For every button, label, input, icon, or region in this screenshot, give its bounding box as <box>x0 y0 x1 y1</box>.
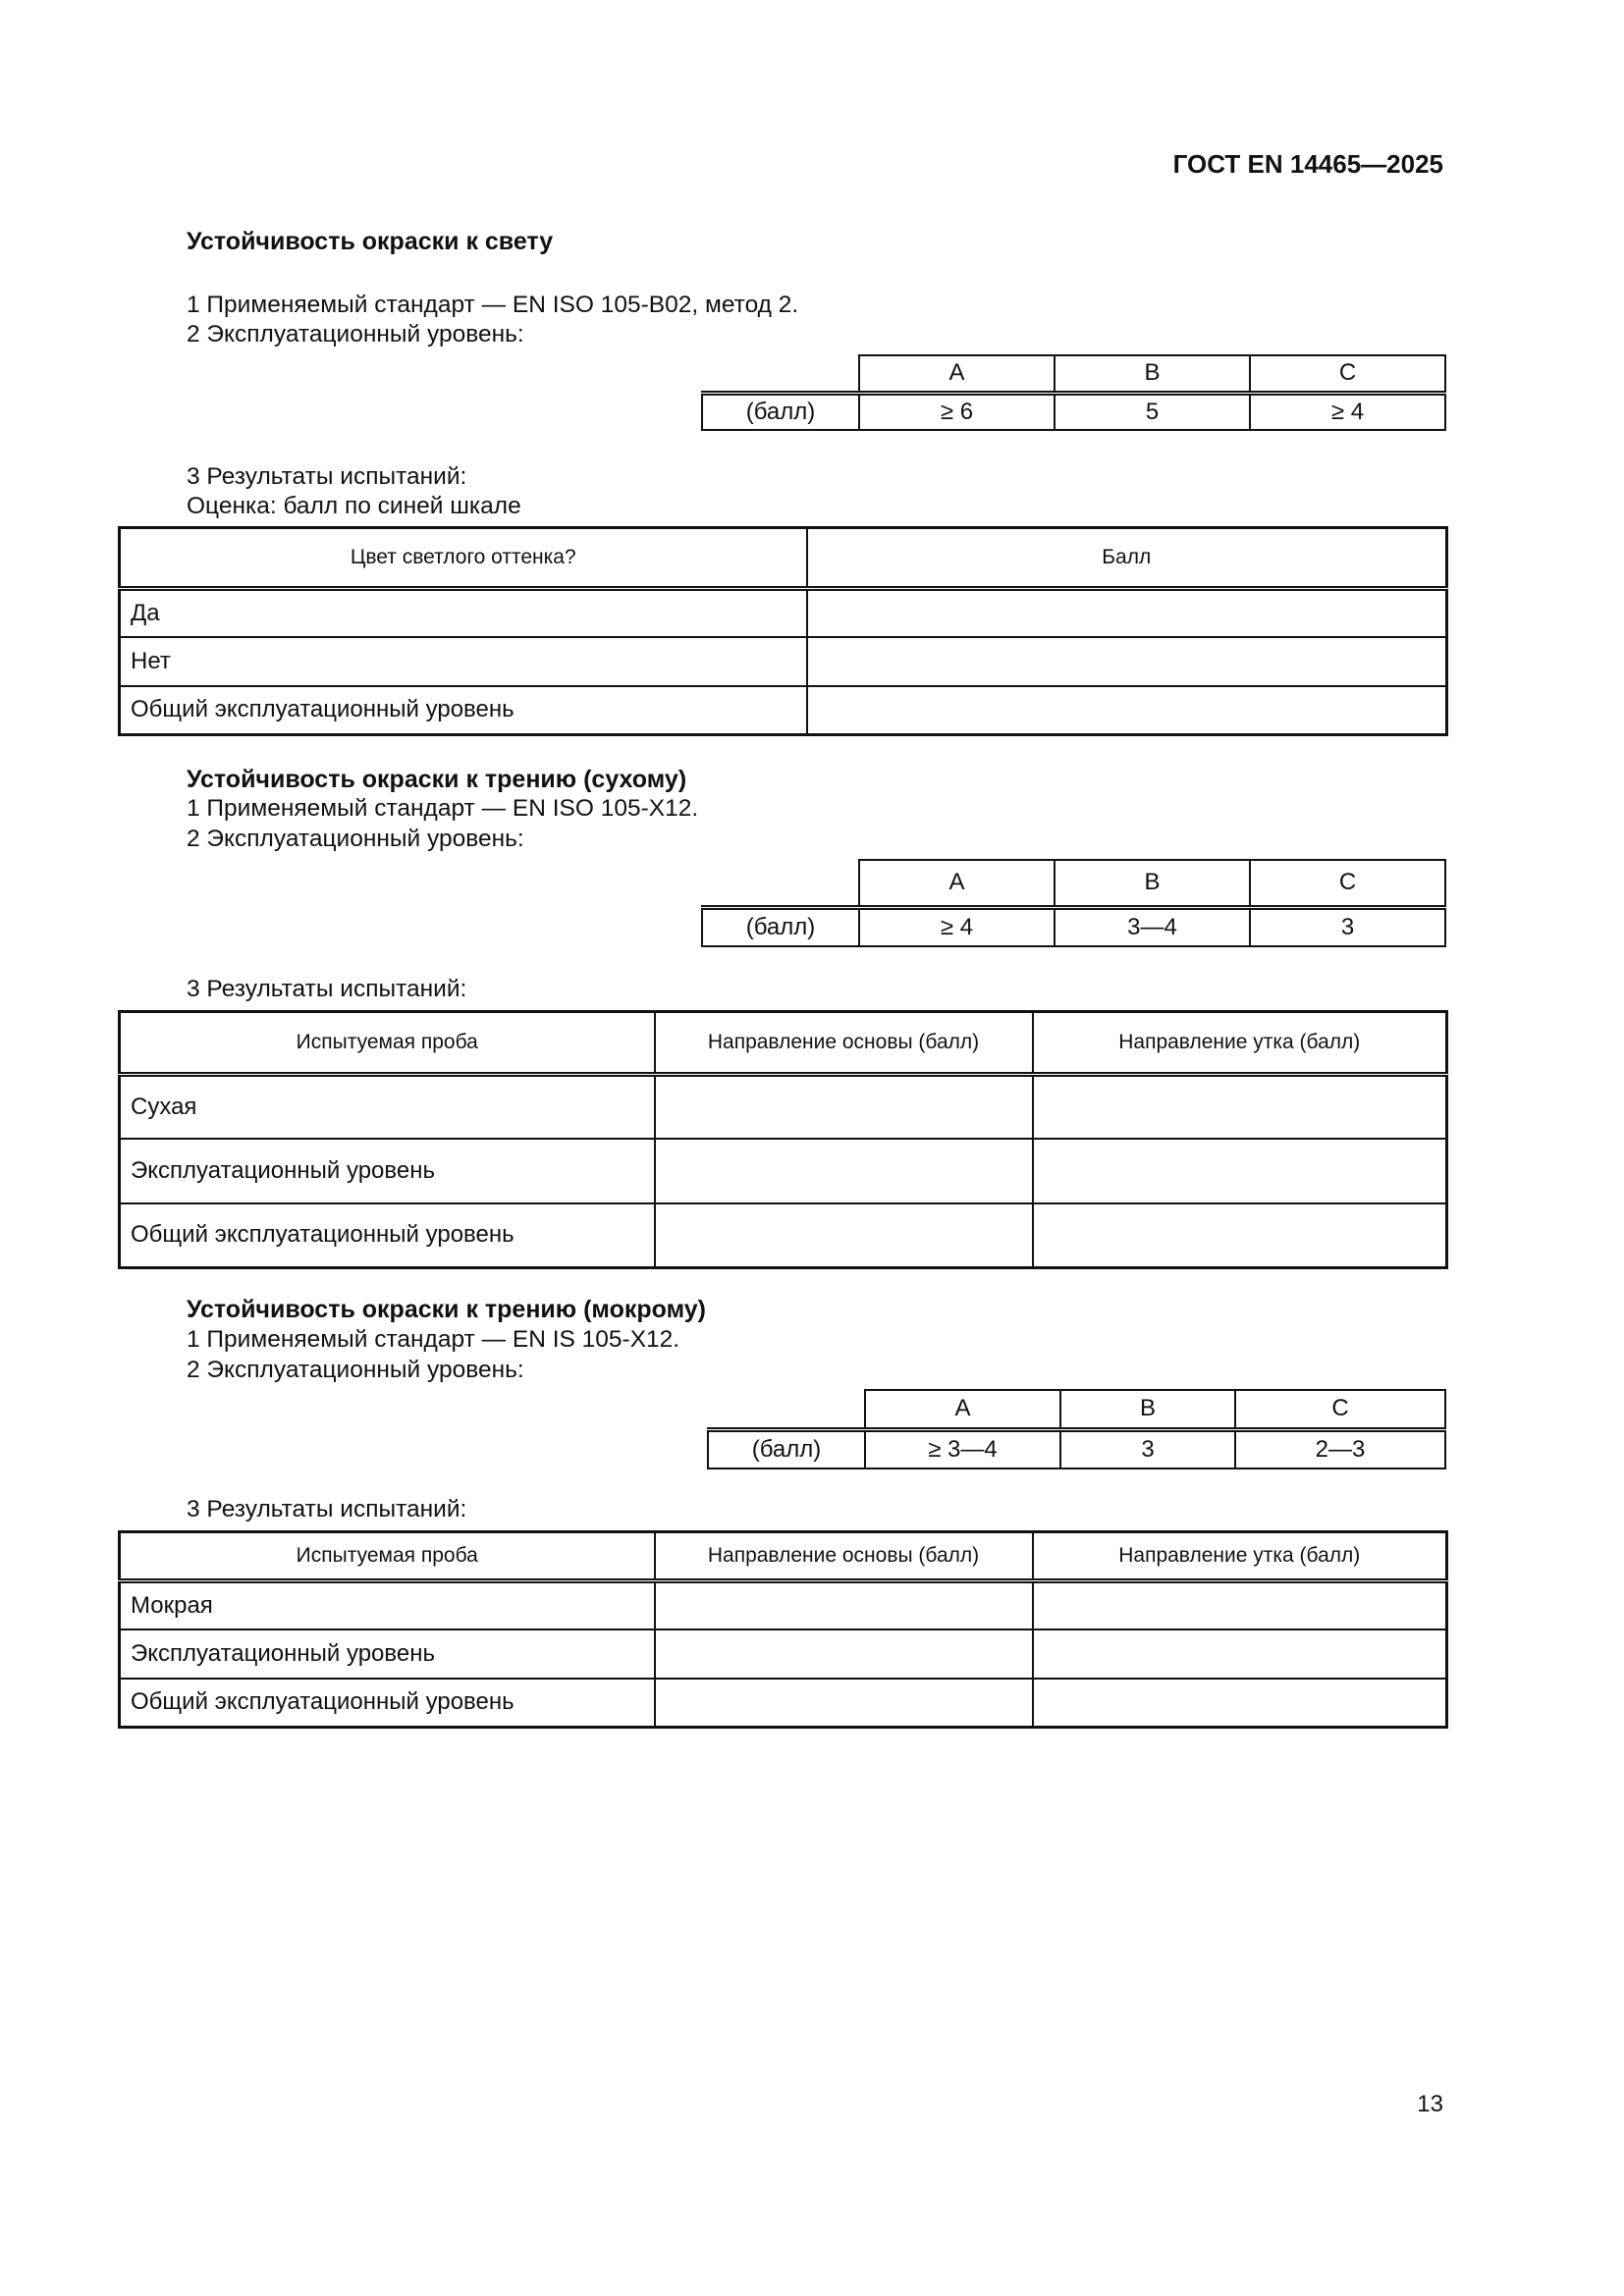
results-header: Направление утка (балл) <box>1033 1012 1447 1075</box>
level-value-c: 2—3 <box>1235 1429 1445 1468</box>
rub-wet-level-label: 2 Эксплуатационный уровень: <box>187 1357 524 1383</box>
level-value-b: 5 <box>1055 393 1250 430</box>
level-value-b: 3—4 <box>1055 907 1250 946</box>
section-title-rub-wet: Устойчивость окраски к трению (мокрому) <box>187 1296 706 1323</box>
section-title-light: Устойчивость окраски к свету <box>187 228 554 255</box>
results-header: Цвет светлого оттенка? <box>120 528 807 589</box>
results-cell-empty[interactable] <box>655 1629 1033 1679</box>
results-cell-empty[interactable] <box>807 637 1447 686</box>
rub-dry-results-table <box>118 1010 1448 1269</box>
results-cell-empty[interactable] <box>655 1075 1033 1139</box>
results-header: Направление основы (балл) <box>655 1532 1033 1581</box>
results-cell-empty[interactable] <box>655 1581 1033 1629</box>
levels-corner <box>702 860 859 907</box>
rub-dry-level-label: 2 Эксплуатационный уровень: <box>187 826 524 852</box>
level-value-c: ≥ 4 <box>1250 393 1445 430</box>
level-value-c: 3 <box>1250 907 1445 946</box>
results-cell-empty[interactable] <box>807 686 1447 735</box>
results-cell-empty[interactable] <box>655 1203 1033 1268</box>
level-header-c: C <box>1250 860 1445 907</box>
rub-wet-standard-line: 1 Применяемый стандарт — EN IS 105-X12. <box>187 1326 680 1353</box>
light-assessment-note: Оценка: балл по синей шкале <box>187 493 521 519</box>
rub-wet-results-label: 3 Результаты испытаний: <box>187 1496 467 1522</box>
results-cell-empty[interactable] <box>1033 1203 1447 1268</box>
section-title-rub-dry: Устойчивость окраски к трению (сухому) <box>187 766 687 793</box>
results-cell-empty[interactable] <box>655 1679 1033 1728</box>
light-standard-line: 1 Применяемый стандарт — EN ISO 105-B02, метод 2. <box>187 292 799 318</box>
rub-dry-standard-line: 1 Применяемый стандарт — EN ISO 105-X12. <box>187 795 699 822</box>
level-header-c: C <box>1250 355 1445 393</box>
light-results-label: 3 Результаты испытаний: <box>187 463 467 490</box>
results-row-label: Сухая <box>120 1075 655 1139</box>
page-number: 13 <box>1417 2091 1443 2117</box>
results-header: Испытуемая проба <box>120 1012 655 1075</box>
levels-corner <box>702 355 859 393</box>
results-cell-empty[interactable] <box>1033 1679 1447 1728</box>
level-header-a: A <box>859 355 1055 393</box>
results-cell-empty[interactable] <box>807 589 1447 637</box>
light-levels-table <box>701 354 1446 431</box>
results-row-label: Общий эксплуатационный уровень <box>120 686 807 735</box>
results-row-label: Эксплуатационный уровень <box>120 1139 655 1203</box>
results-row-label: Общий эксплуатационный уровень <box>120 1203 655 1268</box>
results-header: Направление основы (балл) <box>655 1012 1033 1075</box>
light-level-label: 2 Эксплуатационный уровень: <box>187 321 524 347</box>
results-header: Балл <box>807 528 1447 589</box>
level-value-a: ≥ 6 <box>859 393 1055 430</box>
results-row-label: Эксплуатационный уровень <box>120 1629 655 1679</box>
level-header-b: B <box>1055 860 1250 907</box>
rub-wet-levels-table <box>707 1389 1446 1469</box>
results-row-label: Нет <box>120 637 807 686</box>
rub-dry-levels-table <box>701 859 1446 947</box>
light-results-table <box>118 526 1448 736</box>
levels-corner <box>708 1390 865 1429</box>
level-value-b: 3 <box>1060 1429 1235 1468</box>
results-cell-empty[interactable] <box>1033 1629 1447 1679</box>
level-header-a: A <box>865 1390 1060 1429</box>
level-header-b: B <box>1060 1390 1235 1429</box>
level-value-a: ≥ 4 <box>859 907 1055 946</box>
level-header-b: B <box>1055 355 1250 393</box>
level-row-label: (балл) <box>708 1429 865 1468</box>
document-code: ГОСТ EN 14465—2025 <box>1172 149 1443 179</box>
level-header-c: C <box>1235 1390 1445 1429</box>
results-row-label: Да <box>120 589 807 637</box>
results-row-label: Мокрая <box>120 1581 655 1629</box>
rub-wet-results-table <box>118 1530 1448 1729</box>
results-header: Испытуемая проба <box>120 1532 655 1581</box>
results-cell-empty[interactable] <box>655 1139 1033 1203</box>
level-row-label: (балл) <box>702 393 859 430</box>
results-row-label: Общий эксплуатационный уровень <box>120 1679 655 1728</box>
results-cell-empty[interactable] <box>1033 1581 1447 1629</box>
rub-dry-results-label: 3 Результаты испытаний: <box>187 976 467 1002</box>
results-cell-empty[interactable] <box>1033 1075 1447 1139</box>
level-value-a: ≥ 3—4 <box>865 1429 1060 1468</box>
level-row-label: (балл) <box>702 907 859 946</box>
results-cell-empty[interactable] <box>1033 1139 1447 1203</box>
results-header: Направление утка (балл) <box>1033 1532 1447 1581</box>
level-header-a: A <box>859 860 1055 907</box>
